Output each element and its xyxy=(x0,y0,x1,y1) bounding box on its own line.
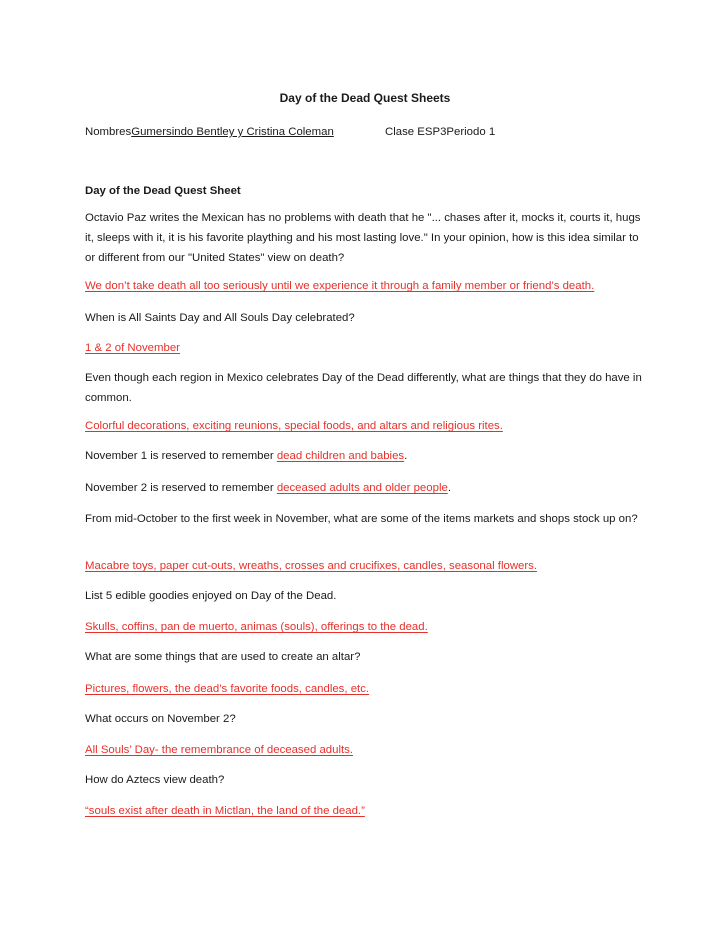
answer-6-line xyxy=(85,556,645,576)
answer-8-line xyxy=(85,679,645,699)
question-8: What are some things that are used to create an altar? xyxy=(85,651,361,663)
answer-10: “souls exist after death in Mictlan, the land of the dead.” xyxy=(85,805,365,817)
clase-periodo: Clase ESP3Periodo 1 xyxy=(385,126,496,138)
names-value: Gumersindo Bentley y Cristina Coleman xyxy=(131,126,334,138)
question-4 xyxy=(85,446,645,466)
answer-7-line xyxy=(85,617,645,637)
names-label: Nombres xyxy=(85,126,132,138)
answer-1-line xyxy=(85,276,645,296)
question-5 xyxy=(85,478,645,498)
question-10: How do Aztecs view death? xyxy=(85,774,225,786)
question-4-prefix: November 1 is reserved to remember xyxy=(85,450,277,462)
question-4-suffix: . xyxy=(404,450,408,462)
question-3: Even though each region in Mexico celebrates Day of the Dead differently, what are things that they do have in common. xyxy=(85,372,642,404)
question-5-prefix: November 2 is reserved to remember xyxy=(85,482,277,494)
answer-1: We don’t take death all too seriously until we experience it through a family member or friend’s death. xyxy=(85,280,595,292)
answer-3-line xyxy=(85,416,645,436)
question-2: When is All Saints Day and All Souls Day celebrated? xyxy=(85,312,355,324)
answer-4: dead children and babies xyxy=(276,450,405,462)
section-heading: Day of the Dead Quest Sheet xyxy=(85,185,241,197)
answer-10-line xyxy=(85,801,645,821)
answer-8: Pictures, flowers, the dead’s favorite foods, candles, etc. xyxy=(85,683,370,695)
question-1: Octavio Paz writes the Mexican has no problems with death that he "... chases after it, mocks it, courts it, hugs it, sleeps with it, it is his favorite plaything and his most lasting love." In your opinion, how is this idea similar to or different from our "United States" view on death? xyxy=(85,212,641,264)
answer-5: deceased adults and older people xyxy=(276,482,448,494)
question-7: List 5 edible goodies enjoyed on Day of the Dead. xyxy=(85,590,337,602)
names-line xyxy=(85,122,496,142)
question-9: What occurs on November 2? xyxy=(85,713,236,725)
answer-3: Colorful decorations, exciting reunions, special foods, and altars and religious rites. xyxy=(85,420,503,432)
answer-6: Macabre toys, paper cut-outs, wreaths, crosses and crucifixes, candles, seasonal flowers. xyxy=(85,560,538,572)
document-title: Day of the Dead Quest Sheets xyxy=(279,91,451,105)
answer-7: Skulls, coffins, pan de muerto, animas (souls), offerings to the dead. xyxy=(85,621,428,633)
answer-9: All Souls’ Day- the remembrance of deceased adults. xyxy=(85,744,354,756)
question-5-suffix: . xyxy=(447,482,451,494)
answer-2-line xyxy=(85,338,645,358)
answer-2: 1 & 2 of November xyxy=(85,342,180,354)
question-6: From mid-October to the first week in November, what are some of the items markets and shops stock up on? xyxy=(85,513,638,525)
answer-9-line xyxy=(85,740,645,760)
